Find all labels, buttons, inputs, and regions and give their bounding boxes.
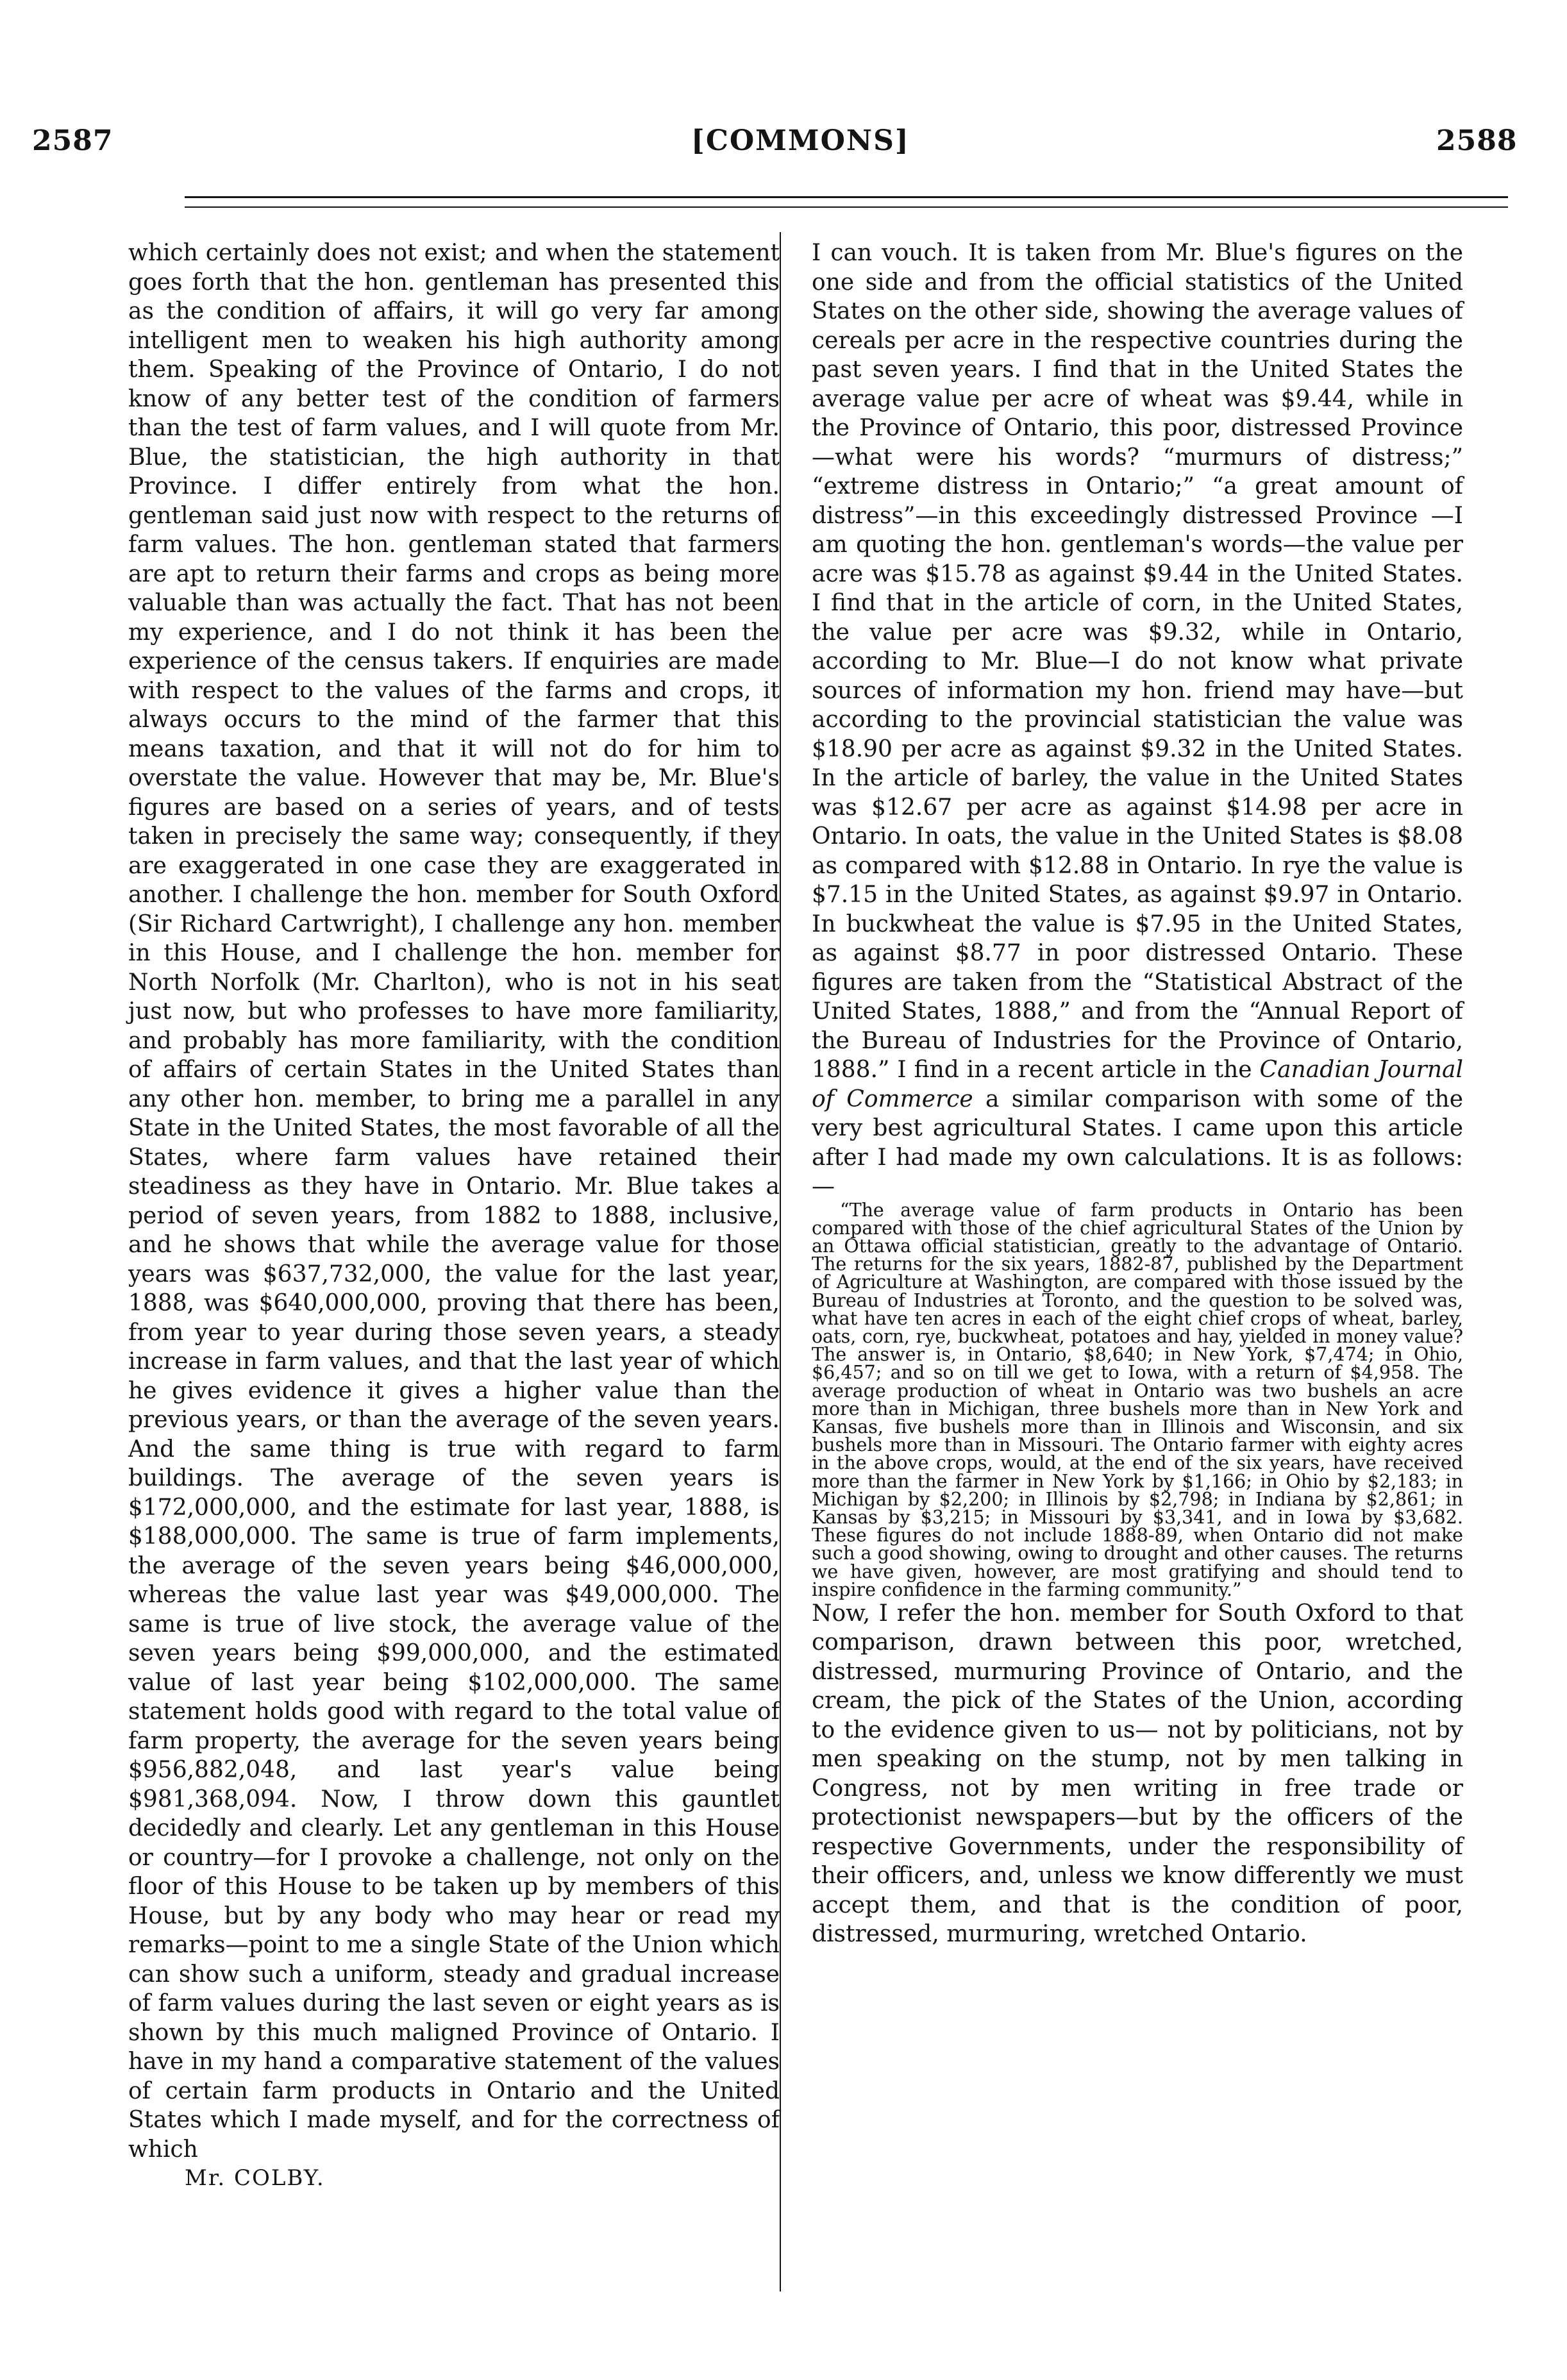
page-number-right: 2588 xyxy=(1436,124,1518,157)
header-rule-thick xyxy=(185,196,1508,198)
right-paragraph-1 xyxy=(812,239,1463,1202)
right-paragraph-2: Now, I refer the hon. member for South Oxford to that comparison, drawn between this poor, wretched, distressed, murmuring Province of Ontario, and the cream, the pick of the States of the Union, according to the evidence given to us— not by politicians, not by men speaking on the stump, not by men talking in Congress, not by men writing in free trade or protectionist newspapers—but by the officers of the respective Governments, under the responsibility of their officers, and, unless we know differently we must accept them, and that is the condition of poor, distressed, murmuring, wretched Ontario. xyxy=(812,1600,1463,1948)
journal-title: Canadian Journal of Commerce xyxy=(812,1057,1464,1112)
right-column xyxy=(812,239,1463,1949)
right-paragraph-1-text: I can vouch. It is taken from Mr. Blue's figures on the one side and from the official statistics of the United States on the other side, showing the average values of cereals per acre in the respective countries during the past seven years. I find that in the United States the average value per acre of wheat was $9.44, while in the Province of Ontario, this poor, distressed Province —what were his words? “murmurs of distress;” “extreme distress in Ontario;” “a great amount of distress”—in this exceedingly distressed Province —I am quoting the hon. gentleman's words—the value per acre was $15.78 as against $9.44 in the United States. I find that in the article of corn, in the United States, the value per acre was $9.32, while in Ontario, according to Mr. Blue—I do not know what private sources of information my hon. friend may have—but according to the provincial statistician the value was $18.90 per acre as against $9.32 in the United States. In the article of barley, the value in the United States was $12.67 per acre as against $14.98 per acre in Ontario. In oats, the value in the United States is $8.08 as compared with $12.88 in Ontario. In rye the value is $7.15 in the United States, as against $9.97 in Ontario. In buckwheat the value is $7.95 in the United States, as against $8.77 in poor distressed Ontario. These figures are taken from the “Statistical Abstract of the United States, 1888,” and from the “Annual Report of the Bureau of Industries for the Province of Ontario, 1888.” I find in a recent article in the xyxy=(812,240,1463,1083)
running-header: [COMMONS] xyxy=(691,124,910,157)
page-number-left: 2587 xyxy=(32,124,113,157)
left-column-text: which certainly does not exist; and when the statement goes forth that the hon. gentleman has presented this as the condition of affairs, it will go very far among intelligent men to weaken his high authority among them. Speaking of the Province of Ontario, I do not know of any better test of the condition of farmers than the test of farm values, and I will quote from Mr. Blue, the statistician, the high authority in that Province. I differ entirely from what the hon. gentleman said just now with respect to the returns of farm values. The hon. gentleman stated that farmers are apt to return their farms and crops as being more valuable than was actually the fact. That has not been my experience, and I do not think it has been the experience of the census takers. If enquiries are made with respect to the values of the farms and crops, it always occurs to the mind of the farmer that this means taxation, and that it will not do for him to overstate the value. However that may be, Mr. Blue's figures are based on a series of years, and of tests taken in precisely the same way; consequently, if they are exaggerated in one case they are exaggerated in another. I challenge the hon. member for South Oxford (Sir Richard Cartwright), I challenge any hon. member in this House, and I challenge the hon. member for North Norfolk (Mr. Charlton), who is not in his seat just now, but who professes to have more familiarity, and probably has more familiarity, with the condition of affairs of certain States in the United States than any other hon. member, to bring me a parallel in any State in the United States, the most favorable of all the States, where farm values have retained their steadiness as they have in Ontario. Mr. Blue takes a period of seven years, from 1882 to 1888, inclusive, and he shows that while the average value for those years was $637,732,000, the value for the last year, 1888, was $640,000,000, proving that there has been, from year to year during those seven years, a steady increase in farm values, and that the last year of which he gives evidence it gives a higher value than the previous years, or than the average of the seven years. And the same thing is true with regard to farm buildings. The average of the seven years is $172,000,000, and the estimate for last year, 1888, is $188,000,000. The same is true of farm implements, the average of the seven years being $46,000,000, whereas the value last year was $49,000,000. The same is true of live stock, the average value of the seven years being $99,000,000, and the estimated value of last year being $102,000,000. The same statement holds good with regard to the total value of farm property, the average for the seven years being $956,882,048, and last year's value being $981,368,094. Now, I throw down this gauntlet decidedly and clearly. Let any gentleman in this House or country—for I provoke a challenge, not only on the floor of this House to be taken up by members of this House, but by any body who may hear or read my remarks—point to me a single State of the Union which can show such a uniform, steady and gradual increase of farm values during the last seven or eight years as is shown by this much maligned Province of Ontario. I have in my hand a comparative statement of the values of certain farm products in Ontario and the United States which I made myself, and for the correctness of which xyxy=(128,240,780,2163)
column-divider xyxy=(780,232,781,2292)
block-quote: “The average value of farm products in Ontario has been compared with those of the chief agricultural States of the Union by an Ottawa official statistician, greatly to the advantage of Ontario. The returns for the six years, 1882-87, published by the Department of Agriculture at Washington, are compared with those issued by the Bureau of Industries at Toronto, and the question to be solved was, what have ten acres in each of the eight chief crops of wheat, barley, oats, corn, rye, buckwheat, potatoes and hay, yielded in money value? The answer is, in Ontario, $8,640; in New York, $7,474; in Ohio, $6,457; and so on till we get to Iowa, with a return of $4,958. The average production of wheat in Ontario was two bushels an acre more than in Michigan, three bushels more than in New York and Kansas, five bushels more than in Illinois and Wisconsin, and six bushels more than in Missouri. The Ontario farmer with eighty acres in the above crops, would, at the end of the six years, have received more than the farmer in New York by $1,166; in Ohio by $2,183; in Michigan by $2,200; in Illinois by $2,798; in Indiana by $2,861; in Kansas by $3,215; in Missouri by $3,341, and in Iowa by $3,682. These figures do not include 1888-89, when Ontario did not make such a good showing, owing to drought and other causes. The returns we have given, however, are most gratifying and should tend to inspire confidence in the farming community.” xyxy=(812,1199,1463,1600)
header-rule-thin xyxy=(185,206,1508,208)
right-paragraph-1-end: a similar comparison with some of the very best agricultural States. I came upon this article after I had made my own calculations. It is as follows:— xyxy=(812,1085,1463,1200)
speaker-signature: Mr. COLBY. xyxy=(185,2165,325,2191)
left-column xyxy=(128,239,780,2193)
